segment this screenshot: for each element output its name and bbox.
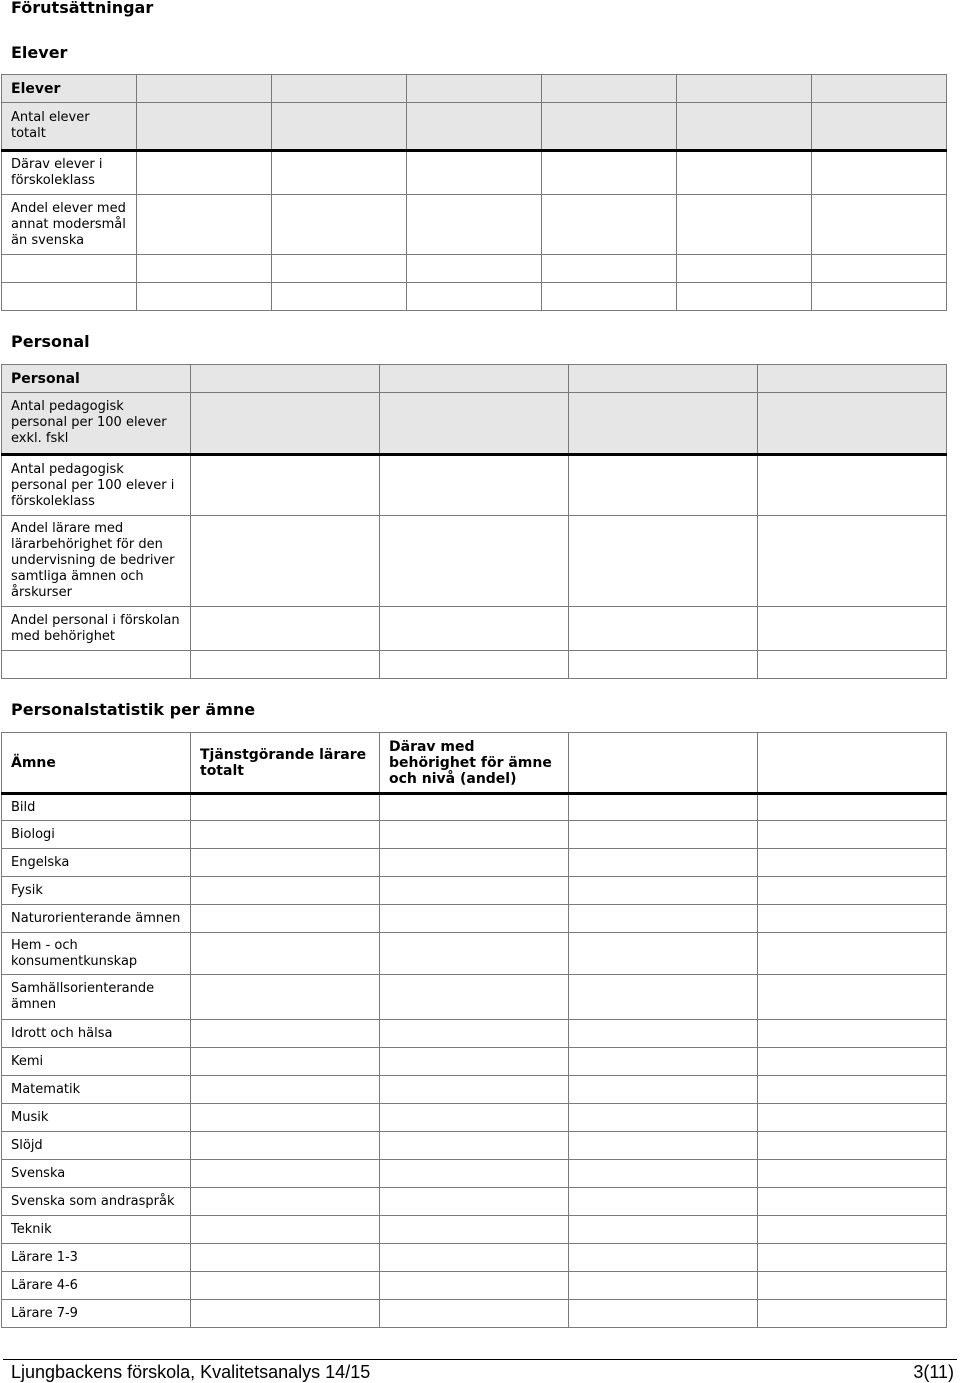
row-label: Antal pedagogisk personal per 100 elever i förskoleklass: [2, 455, 191, 516]
empty-cell: [191, 877, 380, 905]
row-label: Andel lärare med lärarbehörighet för den undervisning de bedriver samtliga ämnen och årskurser: [2, 516, 191, 607]
empty-cell: [380, 1020, 569, 1048]
empty-cell: [380, 393, 569, 455]
empty-cell: [191, 849, 380, 877]
empty-cell: [677, 255, 812, 283]
empty-cell: [191, 1216, 380, 1244]
empty-cell: [812, 151, 947, 195]
table-row: [2, 455, 947, 516]
table-row: [2, 1188, 947, 1216]
page-title: Förutsättningar: [11, 0, 154, 17]
subject-label: Lärare 1-3: [2, 1244, 191, 1272]
empty-cell: [569, 933, 758, 975]
table-row: [2, 1020, 947, 1048]
empty-cell: [137, 283, 272, 311]
row-label: [2, 255, 137, 283]
empty-cell: [758, 516, 947, 607]
empty-cell: [191, 1104, 380, 1132]
empty-cell: [758, 365, 947, 393]
empty-cell: [380, 1216, 569, 1244]
subject-rows: [2, 794, 947, 1328]
empty-cell: [380, 1272, 569, 1300]
empty-cell: [407, 75, 542, 103]
subject-label: Bild: [2, 794, 191, 821]
empty-cell: [758, 455, 947, 516]
empty-cell: [569, 1216, 758, 1244]
empty-cell: [569, 975, 758, 1020]
qualified-share-header-cell: Därav med behörighet för ämne och nivå (andel): [380, 733, 569, 794]
empty-cell: [758, 1272, 947, 1300]
subject-label: Lärare 7-9: [2, 1300, 191, 1328]
empty-cell: [812, 255, 947, 283]
subject-label: Fysik: [2, 877, 191, 905]
empty-cell: [569, 393, 758, 455]
subject-label: Svenska som andraspråk: [2, 1188, 191, 1216]
empty-cell: [380, 1104, 569, 1132]
empty-cell: [569, 794, 758, 821]
empty-cell: [191, 1244, 380, 1272]
empty-cell: [380, 1160, 569, 1188]
empty-cell: [569, 365, 758, 393]
empty-cell: [569, 849, 758, 877]
empty-cell: [677, 151, 812, 195]
empty-cell: [569, 516, 758, 607]
personal-table: [1, 364, 947, 679]
personal-header-row: [2, 365, 947, 393]
empty-cell: [677, 195, 812, 255]
empty-cell: [542, 255, 677, 283]
empty-cell: [191, 905, 380, 933]
empty-cell: [380, 1188, 569, 1216]
empty-cell: [380, 607, 569, 651]
subject-label: Slöjd: [2, 1132, 191, 1160]
empty-cell: [191, 1272, 380, 1300]
table-row: [2, 933, 947, 975]
empty-cell: [758, 1160, 947, 1188]
row-label: Andel personal i förskolan med behörighet: [2, 607, 191, 651]
empty-cell: [542, 195, 677, 255]
subject-label: Matematik: [2, 1076, 191, 1104]
footer-document-title: Ljungbackens förskola, Kvalitetsanalys 14/15: [11, 1362, 371, 1382]
empty-cell: [758, 1188, 947, 1216]
table-row: [2, 1300, 947, 1328]
empty-cell: [380, 975, 569, 1020]
table-row: [2, 1160, 947, 1188]
table-row: [2, 283, 947, 311]
row-label: Andel elever med annat modersmål än svenska: [2, 195, 137, 255]
table-row: [2, 1076, 947, 1104]
subject-label: Samhällsorienterande ämnen: [2, 975, 191, 1020]
table-row: [2, 1216, 947, 1244]
empty-cell: [542, 103, 677, 151]
empty-cell: [191, 794, 380, 821]
empty-cell: [569, 1048, 758, 1076]
table-row: [2, 849, 947, 877]
table-row: [2, 905, 947, 933]
empty-cell: [569, 1076, 758, 1104]
empty-cell: [380, 1048, 569, 1076]
table-row: [2, 103, 947, 151]
subject-label: Hem - och konsumentkunskap: [2, 933, 191, 975]
table-row: [2, 651, 947, 679]
empty-cell: [272, 195, 407, 255]
empty-cell: [380, 933, 569, 975]
empty-cell: [569, 1300, 758, 1328]
empty-cell: [380, 1132, 569, 1160]
empty-cell: [542, 283, 677, 311]
empty-cell: [758, 975, 947, 1020]
subject-label: Musik: [2, 1104, 191, 1132]
empty-cell: [191, 1132, 380, 1160]
table-row: [2, 1244, 947, 1272]
table-row: [2, 607, 947, 651]
empty-cell: [191, 365, 380, 393]
empty-cell: [758, 1048, 947, 1076]
empty-cell: [137, 75, 272, 103]
empty-cell: [272, 103, 407, 151]
table-row: [2, 1132, 947, 1160]
empty-cell: [758, 821, 947, 849]
empty-cell: [380, 1300, 569, 1328]
empty-cell: [569, 1272, 758, 1300]
empty-cell: [407, 103, 542, 151]
empty-cell: [569, 877, 758, 905]
elever-table: [1, 74, 947, 311]
empty-cell: [758, 1020, 947, 1048]
empty-cell: [272, 75, 407, 103]
table-row: [2, 195, 947, 255]
table-row: [2, 516, 947, 607]
empty-cell: [380, 1076, 569, 1104]
footer-divider: [3, 1359, 957, 1360]
empty-cell: [191, 1048, 380, 1076]
empty-cell: [407, 255, 542, 283]
empty-cell: [137, 195, 272, 255]
empty-cell: [407, 283, 542, 311]
table-row: [2, 151, 947, 195]
subject-header-row: [2, 733, 947, 794]
empty-cell: [812, 75, 947, 103]
teachers-total-header-cell: Tjänstgörande lärare totalt: [191, 733, 380, 794]
table-row: [2, 393, 947, 455]
empty-cell: [191, 455, 380, 516]
empty-cell: [380, 1244, 569, 1272]
empty-cell: [380, 651, 569, 679]
footer-page-number: 3(11): [913, 1362, 954, 1382]
empty-cell: [191, 1160, 380, 1188]
subject-header-cell: Ämne: [2, 733, 191, 794]
empty-cell: [758, 1104, 947, 1132]
empty-cell: [758, 1076, 947, 1104]
subject-label: Naturorienterande ämnen: [2, 905, 191, 933]
empty-cell: [380, 877, 569, 905]
table-row: [2, 1048, 947, 1076]
empty-cell: [191, 516, 380, 607]
empty-cell: [569, 1020, 758, 1048]
empty-cell: [569, 455, 758, 516]
empty-cell: [812, 283, 947, 311]
empty-cell: [380, 905, 569, 933]
table-row: [2, 877, 947, 905]
subject-label: Teknik: [2, 1216, 191, 1244]
empty-cell: [758, 933, 947, 975]
personal-header-cell: Personal: [2, 365, 191, 393]
empty-cell: [191, 1300, 380, 1328]
empty-cell: [137, 151, 272, 195]
empty-cell: [191, 1020, 380, 1048]
empty-cell: [569, 733, 758, 794]
empty-cell: [542, 75, 677, 103]
empty-cell: [758, 1244, 947, 1272]
empty-cell: [272, 283, 407, 311]
row-label: Antal elever totalt: [2, 103, 137, 151]
empty-cell: [677, 283, 812, 311]
empty-cell: [569, 1104, 758, 1132]
empty-cell: [380, 821, 569, 849]
empty-cell: [758, 393, 947, 455]
empty-cell: [569, 1160, 758, 1188]
empty-cell: [812, 103, 947, 151]
empty-cell: [380, 455, 569, 516]
elever-header-row: [2, 75, 947, 103]
empty-cell: [569, 1244, 758, 1272]
empty-cell: [758, 849, 947, 877]
table-row: [2, 821, 947, 849]
empty-cell: [380, 849, 569, 877]
empty-cell: [542, 151, 677, 195]
empty-cell: [191, 607, 380, 651]
personal-section-title: Personal: [11, 332, 90, 351]
row-label: [2, 651, 191, 679]
elever-header-cell: Elever: [2, 75, 137, 103]
empty-cell: [191, 393, 380, 455]
subject-label: Svenska: [2, 1160, 191, 1188]
empty-cell: [812, 195, 947, 255]
empty-cell: [191, 821, 380, 849]
table-row: [2, 794, 947, 821]
empty-cell: [569, 651, 758, 679]
empty-cell: [380, 794, 569, 821]
row-label: [2, 283, 137, 311]
subject-label: Engelska: [2, 849, 191, 877]
subject-label: Idrott och hälsa: [2, 1020, 191, 1048]
empty-cell: [758, 1300, 947, 1328]
table-row: [2, 1104, 947, 1132]
empty-cell: [569, 607, 758, 651]
subject-label: Kemi: [2, 1048, 191, 1076]
empty-cell: [758, 1132, 947, 1160]
subject-label: Biologi: [2, 821, 191, 849]
empty-cell: [407, 195, 542, 255]
empty-cell: [758, 877, 947, 905]
empty-cell: [758, 607, 947, 651]
table-row: [2, 975, 947, 1020]
empty-cell: [758, 733, 947, 794]
table-row: [2, 255, 947, 283]
empty-cell: [758, 651, 947, 679]
empty-cell: [191, 1076, 380, 1104]
empty-cell: [191, 975, 380, 1020]
empty-cell: [569, 905, 758, 933]
empty-cell: [569, 1188, 758, 1216]
empty-cell: [191, 933, 380, 975]
empty-cell: [272, 151, 407, 195]
table-row: [2, 1272, 947, 1300]
elever-section-title: Elever: [11, 43, 68, 62]
empty-cell: [380, 516, 569, 607]
empty-cell: [380, 365, 569, 393]
subject-stats-section-title: Personalstatistik per ämne: [11, 700, 256, 719]
row-label: Antal pedagogisk personal per 100 elever exkl. fskl: [2, 393, 191, 455]
subject-stats-table: [1, 732, 947, 1328]
empty-cell: [272, 255, 407, 283]
empty-cell: [569, 821, 758, 849]
empty-cell: [137, 255, 272, 283]
empty-cell: [407, 151, 542, 195]
empty-cell: [569, 1132, 758, 1160]
empty-cell: [137, 103, 272, 151]
empty-cell: [677, 103, 812, 151]
empty-cell: [758, 1216, 947, 1244]
empty-cell: [677, 75, 812, 103]
row-label: Därav elever i förskoleklass: [2, 151, 137, 195]
empty-cell: [758, 794, 947, 821]
empty-cell: [758, 905, 947, 933]
subject-label: Lärare 4-6: [2, 1272, 191, 1300]
empty-cell: [191, 651, 380, 679]
empty-cell: [191, 1188, 380, 1216]
